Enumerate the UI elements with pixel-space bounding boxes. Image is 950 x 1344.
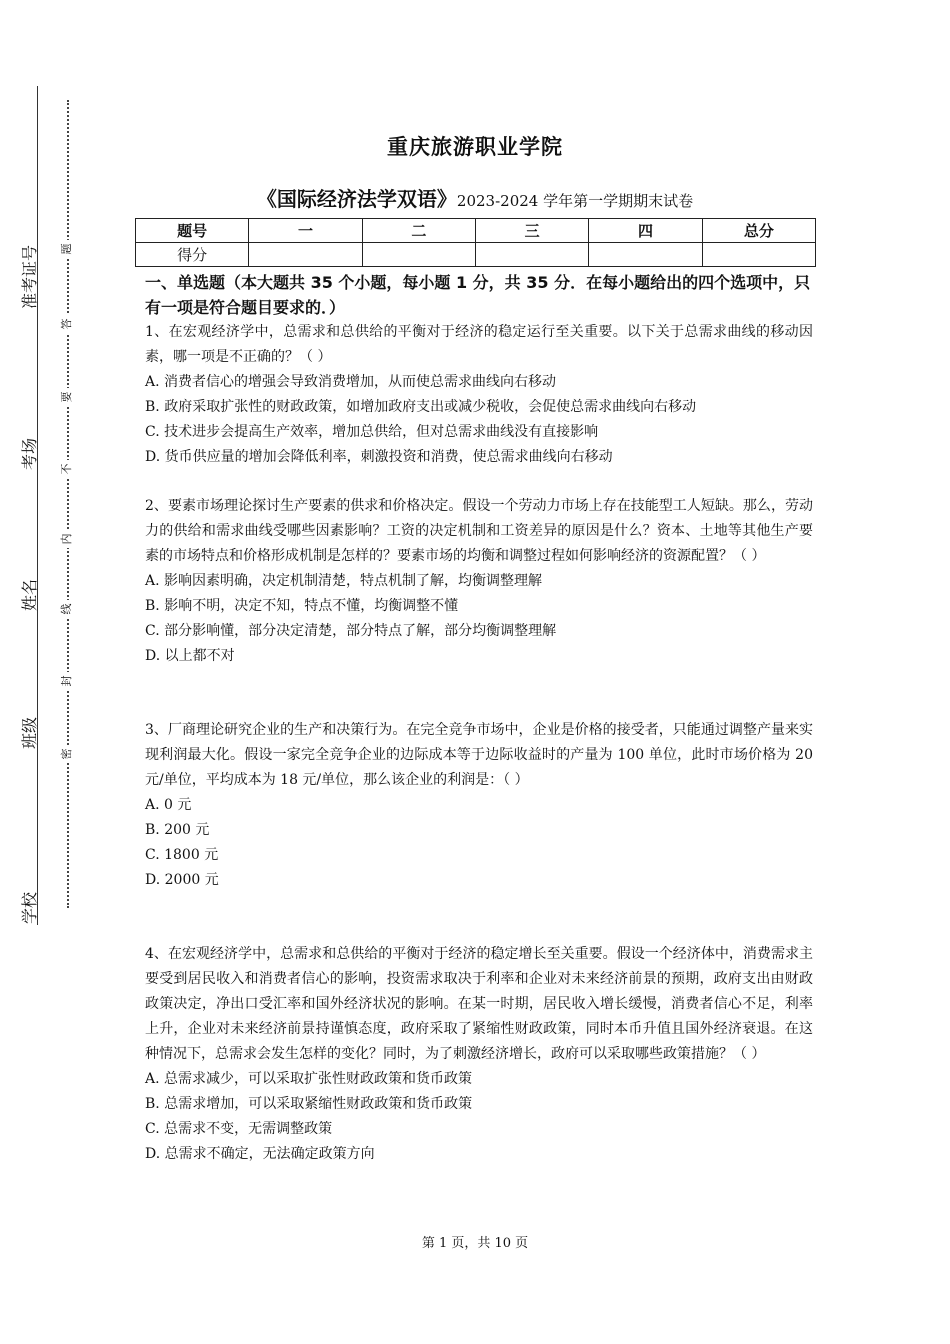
option-c[interactable]: C. 部分影响懂，部分决定清楚，部分特点了解，部分均衡调整理解 [145,623,557,639]
school-title: 重庆旅游职业学院 [387,135,563,159]
label-school: 学校 [20,892,39,925]
score-header-cell: 一 [249,219,362,243]
binding-margin-line [37,86,38,925]
question-3 [145,718,813,893]
option-a[interactable]: A. 总需求减少，可以采取扩张性财政政策和货币政策 [145,1071,473,1087]
score-cell[interactable] [362,243,475,267]
score-header-cell: 总分 [702,219,815,243]
option-b[interactable]: B. 200 元 [145,822,210,838]
label-exam-room: 考场 [20,438,39,471]
question-2 [145,494,813,669]
score-header-cell: 四 [589,219,702,243]
seal-char: 答 [58,315,76,333]
option-d[interactable]: D. 货币供应量的增加会降低利率，刺激投资和消费，使总需求曲线向右移动 [145,449,613,465]
question-4 [145,942,813,1167]
seal-char: 封 [58,672,76,690]
score-table [135,218,816,267]
option-c[interactable]: C. 1800 元 [145,847,219,863]
option-b[interactable]: B. 影响不明，决定不知，特点不懂，均衡调整不懂 [145,598,459,614]
score-table-score-row [136,243,816,267]
seal-char: 内 [58,530,76,548]
score-header-cell: 三 [475,219,588,243]
score-row-label: 得分 [136,243,249,267]
seal-char: 题 [58,240,76,258]
seal-char: 线 [58,600,76,618]
option-d[interactable]: D. 2000 元 [145,872,219,888]
score-table-header-row [136,219,816,243]
seal-char: 密 [58,745,76,763]
question-stem: 3、厂商理论研究企业的生产和决策行为。在完全竞争市场中，企业是价格的接受者，只能通过调整产量来实现利润最大化。假设一家完全竞争企业的边际成本等于边际收益时的产量为 100 单位，此时市场价格为 20 元/单位，平均成本为 18 元/单位，那么该企业的利润是：（ ） [145,722,813,788]
seal-char: 不 [58,460,76,478]
option-c[interactable]: C. 技术进步会提高生产效率，增加总供给，但对总需求曲线没有直接影响 [145,424,599,440]
seal-char: 要 [58,388,76,406]
section-heading: 一、单选题（本大题共 35 个小题，每小题 1 分，共 35 分．在每小题给出的四个选项中，只有一项是符合题目要求的．） [145,273,811,317]
option-a[interactable]: A. 0 元 [145,797,192,813]
score-cell[interactable] [702,243,815,267]
question-stem: 1、在宏观经济学中，总需求和总供给的平衡对于经济的稳定运行至关重要。以下关于总需求曲线的移动因素，哪一项是不正确的？（ ） [145,324,813,365]
question-1 [145,320,813,470]
option-b[interactable]: B. 政府采取扩张性的财政政策，如增加政府支出或减少税收，会促使总需求曲线向右移动 [145,399,697,415]
question-stem: 2、要素市场理论探讨生产要素的供求和价格决定。假设一个劳动力市场上存在技能型工人短缺。那么，劳动力的供给和需求曲线受哪些因素影响？工资的决定机制和工资差异的原因是什么？资本、土地等其他生产要素的市场特点和价格形成机制是怎样的？要素市场的均衡和调整过程如何影响经济的资源配置？（ ） [145,498,813,564]
option-d[interactable]: D. 以上都不对 [145,648,235,664]
option-a[interactable]: A. 影响因素明确，决定机制清楚，特点机制了解，均衡调整理解 [145,573,543,589]
label-class: 班级 [20,717,39,750]
exam-term: 2023-2024 学年第一学期期末试卷 [456,192,694,210]
seal-dotted-line [67,100,69,908]
label-name: 姓名 [20,579,39,612]
score-cell[interactable] [249,243,362,267]
score-cell[interactable] [475,243,588,267]
course-name: 《国际经济法学双语》 [256,187,457,211]
score-header-cell: 题号 [136,219,249,243]
label-exam-number: 准考证号 [20,244,39,309]
question-stem: 4、在宏观经济学中，总需求和总供给的平衡对于经济的稳定增长至关重要。假设一个经济体中，消费需求主要受到居民收入和消费者信心的影响，投资需求取决于利率和企业对未来经济前景的预期，政府支出由财政政策决定，净出口受汇率和国外经济状况的影响。在某一时期，居民收入增长缓慢，消费者信心不足，利率上升，企业对未来经济前景持谨慎态度，政府采取了紧缩性财政政策，同时本币升值且国外经济衰退。在这种情况下，总需求会发生怎样的变化？同时，为了刺激经济增长，政府可以采取哪些政策措施？（ ） [145,946,813,1062]
option-b[interactable]: B. 总需求增加，可以采取紧缩性财政政策和货币政策 [145,1096,473,1112]
option-c[interactable]: C. 总需求不变，无需调整政策 [145,1121,333,1137]
exam-subtitle [100,183,850,212]
page-number: 第 1 页，共 10 页 [421,1236,529,1251]
option-a[interactable]: A. 消费者信心的增强会导致消费增加，从而使总需求曲线向右移动 [145,374,557,390]
score-header-cell: 二 [362,219,475,243]
score-cell[interactable] [589,243,702,267]
option-d[interactable]: D. 总需求不确定，无法确定政策方向 [145,1146,375,1162]
